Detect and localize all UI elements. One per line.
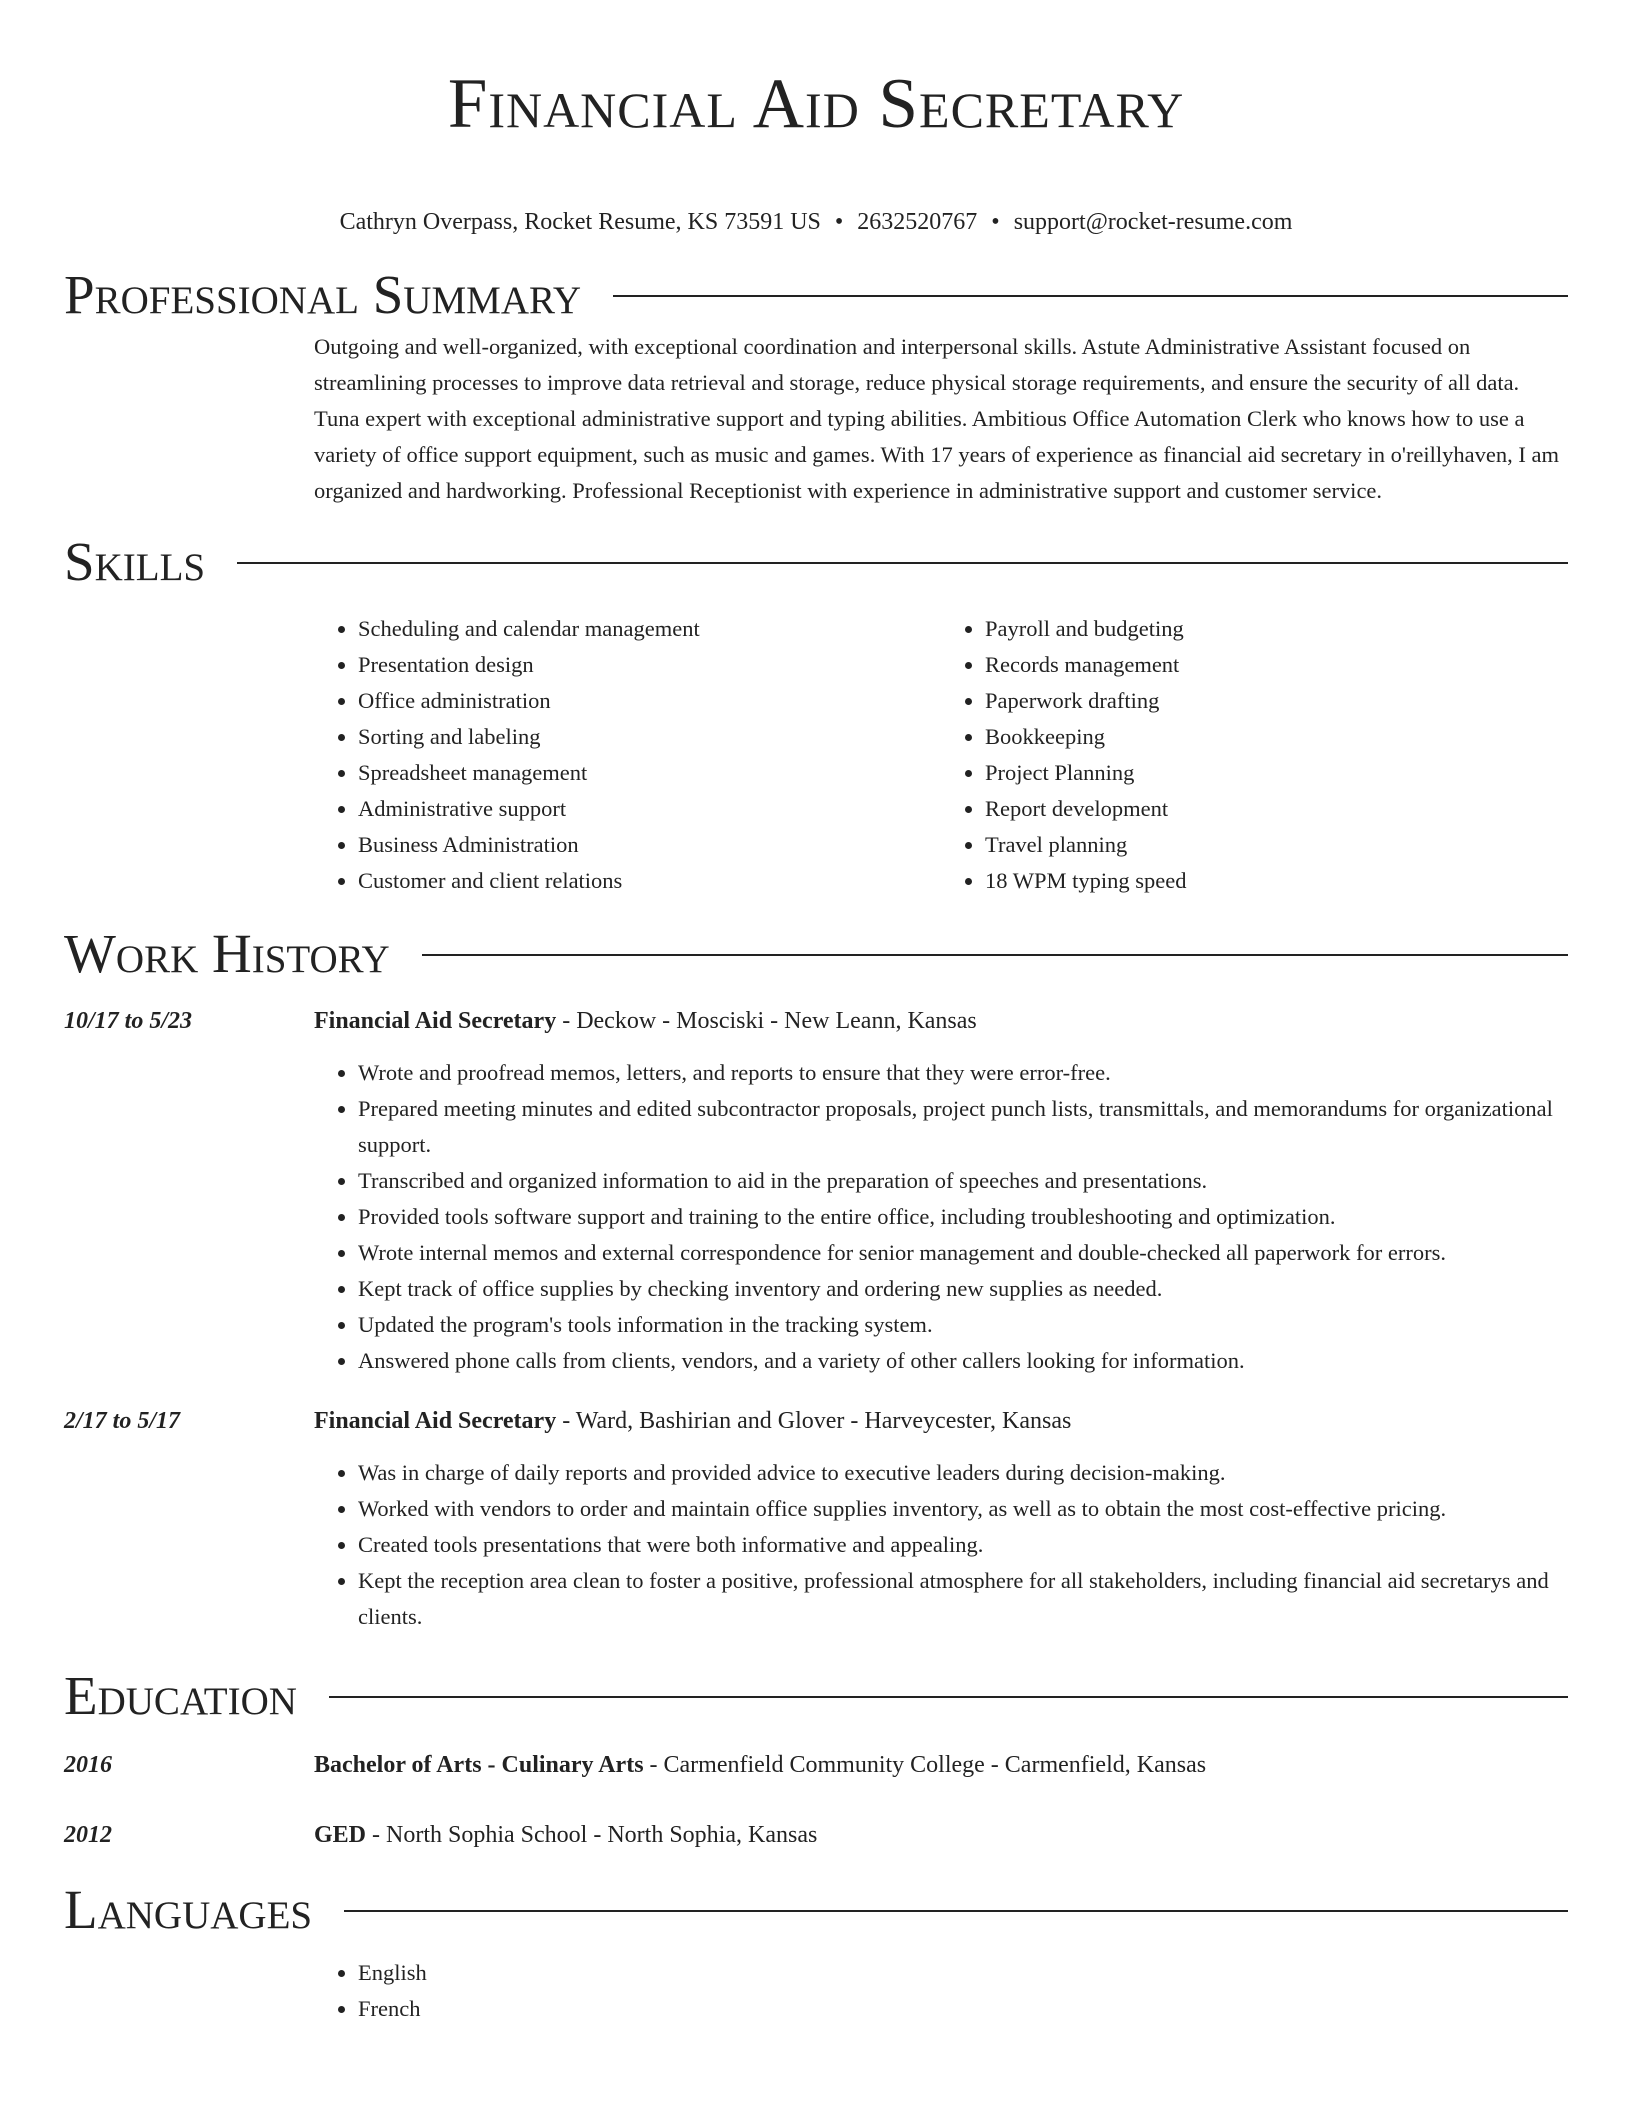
contact-email: support@rocket-resume.com bbox=[1013, 209, 1293, 235]
skill-item: • Payroll and budgeting bbox=[985, 611, 1568, 647]
job-content bbox=[314, 1403, 1568, 1635]
language-item: • English bbox=[358, 1955, 1568, 1991]
skill-item: • Business Administration bbox=[358, 827, 941, 863]
education-degree: GED bbox=[314, 1822, 367, 1848]
contact-line bbox=[64, 210, 1568, 234]
languages-section bbox=[64, 1875, 1568, 2027]
contact-phone: 2632520767 bbox=[857, 209, 978, 235]
section-divider bbox=[329, 1696, 1568, 1698]
job-bullet: • Updated the program's tools information in the tracking system. bbox=[358, 1307, 1568, 1343]
job-position: Financial Aid Secretary bbox=[314, 1408, 557, 1434]
education-line bbox=[314, 1747, 1568, 1783]
job-title-line bbox=[314, 1403, 1568, 1439]
job-bullet: • Worked with vendors to order and maintain office supplies inventory, as well as to obtain the most cost-effective pricing. bbox=[358, 1491, 1568, 1527]
education-year: 2012 bbox=[64, 1822, 112, 1848]
job-dates: 2/17 to 5/17 bbox=[64, 1408, 181, 1434]
language-item: • French bbox=[358, 1991, 1568, 2027]
section-divider bbox=[613, 295, 1568, 297]
section-divider bbox=[344, 1910, 1568, 1912]
job-bullets bbox=[314, 1455, 1568, 1635]
skill-item: • Sorting and labeling bbox=[358, 719, 941, 755]
education-list bbox=[64, 1747, 1568, 1853]
job-details: - Deckow - Mosciski - New Leann, Kansas bbox=[556, 1008, 977, 1034]
section-divider bbox=[237, 562, 1568, 564]
work-header bbox=[64, 919, 1568, 989]
skills-list-left bbox=[314, 611, 941, 899]
summary-text: Outgoing and well-organized, with exceptional coordination and interpersonal skills. Astute Administrative Assistant focused on streamlining processes to improve data retrieval and storage, reduce physical storage requirements, and ensure the security of all data. Tuna expert with exceptional administrative support and typing abilities. Ambitious Office Automation Clerk who knows how to use a variety of office support equipment, such as music and games. With 17 years of experience as financial aid secretary in o'reillyhaven, I am organized and hardworking. Professional Receptionist with experience in administrative support and customer service. bbox=[314, 334, 1560, 503]
job-bullet: • Answered phone calls from clients, vendors, and a variety of other callers looking for information. bbox=[358, 1343, 1568, 1379]
section-title: Languages bbox=[64, 1879, 313, 1940]
job-position: Financial Aid Secretary bbox=[314, 1008, 557, 1034]
skill-item: • Scheduling and calendar management bbox=[358, 611, 941, 647]
skill-item: • Administrative support bbox=[358, 791, 941, 827]
skill-item: • Bookkeeping bbox=[985, 719, 1568, 755]
skill-item: • Paperwork drafting bbox=[985, 683, 1568, 719]
skill-item: • Travel planning bbox=[985, 827, 1568, 863]
job-bullet: • Was in charge of daily reports and provided advice to executive leaders during decision-making. bbox=[358, 1455, 1568, 1491]
skills-grid bbox=[314, 611, 1568, 899]
job-bullet: • Wrote internal memos and external correspondence for senior management and double-checked all paperwork for errors. bbox=[358, 1235, 1568, 1271]
education-year: 2016 bbox=[64, 1752, 112, 1778]
work-list bbox=[64, 1003, 1568, 1635]
education-degree: Bachelor of Arts - Culinary Arts bbox=[314, 1752, 644, 1778]
languages-header bbox=[64, 1875, 1568, 1945]
job-bullets bbox=[314, 1055, 1568, 1379]
languages-list bbox=[314, 1955, 1568, 2027]
job-details: - Ward, Bashirian and Glover - Harveycester, Kansas bbox=[556, 1408, 1072, 1434]
job-bullet: • Created tools presentations that were both informative and appealing. bbox=[358, 1527, 1568, 1563]
contact-address: Cathryn Overpass, Rocket Resume, KS 73591 US bbox=[339, 209, 821, 235]
section-title: Skills bbox=[64, 531, 206, 592]
summary-header bbox=[64, 260, 1568, 330]
job-bullet: • Kept the reception area clean to foster a positive, professional atmosphere for all stakeholders, including financial aid secretarys and clients. bbox=[358, 1563, 1568, 1635]
education-line bbox=[314, 1817, 1568, 1853]
section-title: Professional Summary bbox=[64, 264, 582, 325]
skill-item: • Customer and client relations bbox=[358, 863, 941, 899]
skill-item: • 18 WPM typing speed bbox=[985, 863, 1568, 899]
summary-section bbox=[64, 260, 1568, 509]
skills-section bbox=[64, 527, 1568, 899]
skills-header bbox=[64, 527, 1568, 597]
education-entry bbox=[64, 1747, 1568, 1783]
job-entry bbox=[64, 1403, 1568, 1635]
job-entry bbox=[64, 1003, 1568, 1379]
section-title: Work History bbox=[64, 923, 390, 984]
languages-body bbox=[314, 1955, 1568, 2027]
skill-item: • Records management bbox=[985, 647, 1568, 683]
section-divider bbox=[422, 954, 1568, 956]
job-bullet: • Kept track of office supplies by checking inventory and ordering new supplies as needed. bbox=[358, 1271, 1568, 1307]
resume-name: Financial Aid Secretary bbox=[447, 65, 1185, 143]
work-section bbox=[64, 919, 1568, 1635]
job-bullet: • Provided tools software support and training to the entire office, including troubleshooting and optimization. bbox=[358, 1199, 1568, 1235]
skill-item: • Presentation design bbox=[358, 647, 941, 683]
skill-item: • Office administration bbox=[358, 683, 941, 719]
skill-item: • Spreadsheet management bbox=[358, 755, 941, 791]
job-bullet: • Transcribed and organized information to aid in the preparation of speeches and presentations. bbox=[358, 1163, 1568, 1199]
job-bullet: • Prepared meeting minutes and edited subcontractor proposals, project punch lists, transmittals, and memorandums for organizational support. bbox=[358, 1091, 1568, 1163]
skill-item: • Report development bbox=[985, 791, 1568, 827]
job-bullet: • Wrote and proofread memos, letters, and reports to ensure that they were error-free. bbox=[358, 1055, 1568, 1091]
contact-separator: • bbox=[834, 209, 844, 235]
education-header bbox=[64, 1661, 1568, 1731]
education-entry bbox=[64, 1817, 1568, 1853]
education-section bbox=[64, 1661, 1568, 1853]
contact-separator: • bbox=[991, 209, 1000, 235]
skill-item: • Project Planning bbox=[985, 755, 1568, 791]
job-dates: 10/17 to 5/23 bbox=[64, 1008, 193, 1034]
education-details: - North Sophia School - North Sophia, Kansas bbox=[366, 1822, 818, 1848]
job-title-line bbox=[314, 1003, 1568, 1039]
section-title: Education bbox=[64, 1665, 297, 1726]
education-details: - Carmenfield Community College - Carmenfield, Kansas bbox=[643, 1752, 1207, 1778]
job-content bbox=[314, 1003, 1568, 1379]
skills-list-right bbox=[941, 611, 1568, 899]
